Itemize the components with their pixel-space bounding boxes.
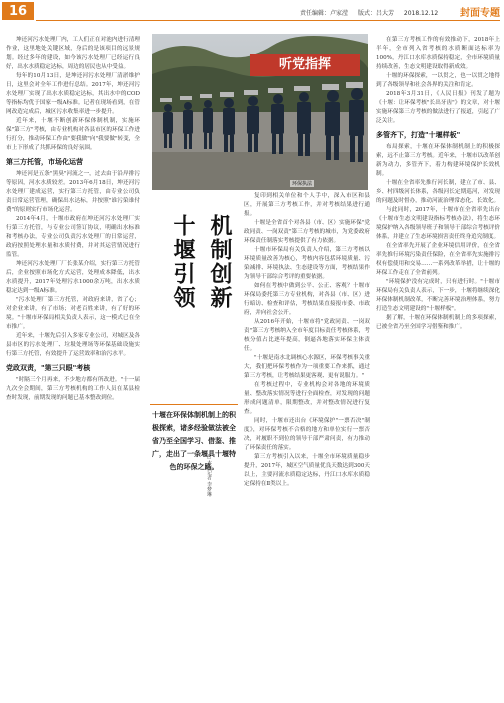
section-title: 封面专题 <box>460 8 500 19</box>
title-line-1: 机制创新 <box>207 214 233 310</box>
subheading: 党政双责，"第三只眼"考核 <box>6 364 91 372</box>
article-title <box>168 214 236 310</box>
paragraph: 十堰是全省首个对各县（市、区）实施环保"党政同责、一岗双责"第三方考核的城市，为党委政府环保责任制落实考核提供了有力依据。 <box>244 220 370 244</box>
page-header <box>0 0 504 22</box>
paragraph: 从2016年开始，十堰市将"党政同责、一岗双责"第三方考核纳入全市年度目标责任考核体系，考核分值占比逐年提高，倒逼各地落实环保主体责任。 <box>244 319 370 352</box>
subheading: 第三方托管，市场化运营 <box>6 158 83 166</box>
subheading: 多管齐下，打造"十堰样板" <box>376 131 461 139</box>
designer-credit: 版式：吕大芳 <box>357 10 394 17</box>
article-column-3 <box>244 192 370 670</box>
issue-date: 2018.12.12 <box>403 10 439 17</box>
paragraph: 近年来，十堰先后引入多家专业公司，对城区及各县市区的污水处理厂、垃圾处理场等环保基础设施实行第三方托管，有效提升了运营效率和治污水平。 <box>6 333 140 357</box>
paragraph: 复印到相关单位和个人手中，深入市区和县区，开展第三方考核工作，并对考核结果进行通报。 <box>244 193 370 217</box>
paragraph: 2014年4月，十堰市政府在坤还河污水处理厂实行第三方托管，与专业公司签订协议，明确出水标准和考核办法，专业公司负责污水处理厂的日常运营，政府按照处理水量和水质付费，并对其运营情况进行监管。 <box>6 216 140 258</box>
paragraph: 坤还河污水处理厂厂长张某介绍，实行第三方托管后，企业按照市场化方式运营，处理成本降低，出水水质提升，2017年处理污水1000余万吨，出水水质稳定达到一级A标准。 <box>6 261 140 294</box>
paragraph: 近年来，十堰不断创新环保体制机制，实施环保"第三方"考核，由专业机构对各县市区的环保工作进行打分，推动环保工作由"要我做"向"我要做"转变，全市上下形成了共抓环保的良好氛围。 <box>6 118 140 151</box>
paragraph: 如何在考核中做到公平、公正、客观？十堰市环保局委托第三方专业机构，对各县（市、区）进行暗访、检查和评估，考核结果直接报市委、市政府，并向社会公开。 <box>244 283 370 316</box>
paragraph: 每年的10月13日，是坤还河污水处理厂清淤维护日，这里会对全年工作进行总结。2017年，坤还河污水处理厂实现了出水水质稳定达标，其出水中的COD等指标均优于国家一级A标准。记者在现场看到，在管网改造完成后，城区污水收集率进一步提升。 <box>6 73 140 115</box>
title-line-2: 十堰引领 <box>170 214 196 310</box>
paragraph: 十堰市环保局有关负责人介绍，第三方考核以环境质量改善为核心，考核内容包括环境质量、污染减排、环境执法、生态建设等方面，考核结果作为领导干部综合考评的重要依据。 <box>244 247 370 280</box>
paragraph: 同时，十堰市还出台《环境保护"一票否决"制度》，对环保考核不合格的地方和单位实行一票否决，对履职不到位的领导干部严肃问责，有力推动了环保责任的落实。 <box>244 418 370 451</box>
article-photo <box>152 34 368 190</box>
editor-credit: 责任编辑：卢家滢 <box>300 10 349 17</box>
paragraph: 十堰的环保探索，一以贯之，也一以贯之地得到了各级领导和社会各界的关注和肯定。 <box>376 73 500 88</box>
paragraph: 坤还河是五条"黑臭"河流之一，过去由于沿岸排污等原因，河水水质较差。2013年6月18日，坤还河污水处理厂建成运营，实行第三方托管，由专业公司负责日常运营管理，确保出水达标，并按照"谁污染谁付费"的原则实行市场化运营。 <box>6 171 140 213</box>
lede-rule <box>150 404 238 405</box>
paragraph: 在第三方考核工作的有效推动下，2018年上半年，全市列入省考核的水质断面达标率为100%，丹江口水库水质保持稳定，全市环境质量持续改善，生态文明建设取得新成效。 <box>376 37 500 70</box>
paragraph: 坤还河污水处理厂内，工人们正在对池内进行清理作业，这里地处关键区域，身后的是该项目的远景规划。经过多年的建设，如今该污水处理厂已经运行良好，出水水质稳定达标，周边的居民也从中受益。 <box>6 37 140 70</box>
paragraph: 第三方考核引入以来，十堰全市环境质量稳步提升，2017年，城区空气质量优良天数达到300天以上，主要河流水质稳定达标，丹江口水库水质稳定保持在Ⅱ类以上。 <box>244 454 370 487</box>
paragraph: 在全省率先开展了企业环境信用评价，在全省率先推行环境污染责任保险，在全省率先实施排污权有偿使用和交易……一系列改革举措，让十堰的环保工作走在了全省前列。 <box>376 243 500 276</box>
article-lede: 十堰在环保体制机制上的积极探索，诸多经验做法被全省乃至全国学习、借鉴、推广，走出了一条堰具十堰特色的环保之路。 <box>152 410 236 471</box>
article-column-1 <box>6 36 140 700</box>
paragraph: "时隔三个月再来，不少地方都有所改进。"十一届九次全会期间，第三方考核机构的工作人员在某县检查时发现，前期发现的问题已基本整改到位。 <box>6 377 140 401</box>
paragraph: 与此同时，2017年，十堰市在全省率先出台《十堰市生态文明建设指标考核办法》，将生态环境保护纳入各级领导班子和领导干部综合考核评价体系，并建立了生态环境损害责任终身追究制度。 <box>376 207 500 240</box>
paragraph: 在考核过程中，专业机构会对各地的环境质量、整改落实情况等进行全面检查，对发现的问题形成问题清单，限期整改，并对整改情况进行复查。 <box>244 382 370 415</box>
paragraph: 2018年3月31日，《人民日报》刊发了题为《十堰：让环保考核"长出牙齿"》的文章，对十堰实施环保第三方考核的做法进行了报道，引起了广泛关注。 <box>376 91 500 124</box>
header-rule <box>36 20 500 21</box>
page-number: 16 <box>2 2 34 20</box>
article-column-4 <box>376 36 500 670</box>
paragraph: 十堰在全省率先推行河长制，建立了市、县、乡、村四级河长体系，各级河长定期巡河，对发现的问题及时督办，推动河流治理常态化、长效化。 <box>376 180 500 204</box>
photo-caption: 环保执法 <box>292 181 313 187</box>
paragraph: 据了解，十堰在环保体制机制上的多项探索，已被全省乃至全国学习借鉴和推广。 <box>376 315 500 330</box>
paragraph: "环境保护没有完成时，只有进行时。"十堰市环保局有关负责人表示，下一步，十堰将继续深化环保体制机制改革，不断完善环境治理体系，努力打造生态文明建设的"十堰样板"。 <box>376 279 500 312</box>
photo-banner-text: 听党指挥 <box>278 57 331 72</box>
paragraph: "十堰是南水北调核心水源区，环保考核事关重大，我们把环保考核作为一项重要工作来抓，通过第三方考核，让考核结果更客观、更有说服力。" <box>244 355 370 379</box>
author-byline: □本报记者 李梦琳 <box>206 454 212 497</box>
header-meta <box>300 8 446 17</box>
paragraph: "污水处理厂第三方托管，对政府来讲，省了心；对企业来讲，有了市场；对老百姓来讲，有了好的环境。"十堰市环保局相关负责人表示，这一模式已在全市推广。 <box>6 297 140 330</box>
paragraph: 布局探索，十堰在环保体制机制上的积极探索，远不止第三方考核。近年来，十堰市以改革创新为动力，多管齐下，着力构建环境保护长效机制。 <box>376 144 500 177</box>
